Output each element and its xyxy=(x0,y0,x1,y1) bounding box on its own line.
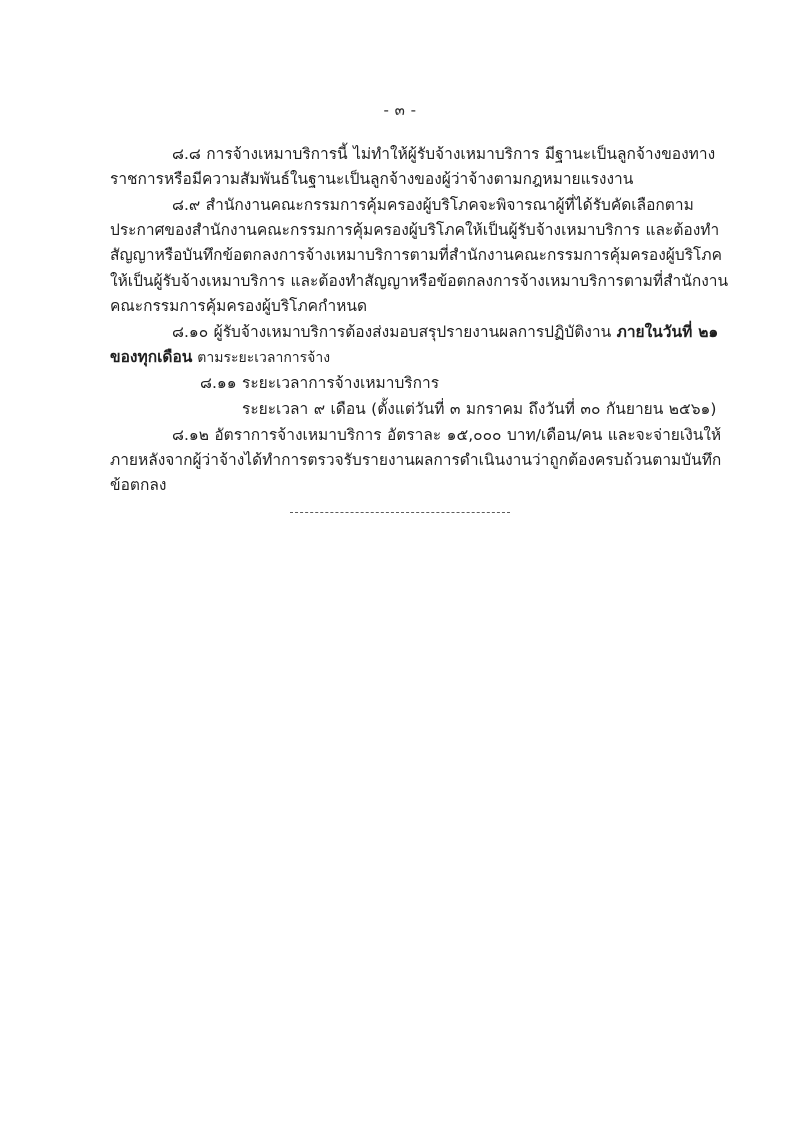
clause-8-10-part-3: ตามระยะเวลาการจ้าง xyxy=(192,349,331,366)
section-divider xyxy=(0,498,800,517)
clause-8-10-highlight: ภายในวันที่ ๒๑ ของทุกเดือน xyxy=(110,322,719,366)
clause-8-8: ๘.๘ การจ้างเหมาบริการนี้ ไม่ทำให้ผู้รับจ้างเหมาบริการ มีฐานะเป็นลูกจ้างของทางราชการหรือมีความสัมพันธ์ในฐานะเป็นลูกจ้างของผู้ว่าจ้างตามกฎหมายแรงงาน xyxy=(110,145,716,189)
clause-8-9: ๘.๙ สำนักงานคณะกรรมการคุ้มครองผู้บริโภคจะพิจารณาผู้ที่ได้รับคัดเลือกตามประกาศของสำนักงานคณะกรรมการคุ้มครองผู้บริโภคให้เป็นผู้รับจ้างเหมาบริการ และต้องทำสัญญาหรือบันทึกข้อตกลงการจ้างเหมาบริการตามที่สำนักงานคณะกรรมการคุ้มครองผู้บริโภคให้เป็นผู้รับจ้างเหมาบริการ และต้องทำสัญญาหรือข้อตกลงการจ้างเหมาบริการตามที่สำนักงานคณะกรรมการคุ้มครองผู้บริโภคกำหนด xyxy=(110,196,729,315)
page-number: - ๓ - xyxy=(383,101,417,119)
clause-8-10-part-1: ๘.๑๐ ผู้รับจ้างเหมาบริการต้องส่งมอบสรุปรายงานผลการปฏิบัติงาน xyxy=(172,322,617,341)
clause-8-10 xyxy=(110,320,730,370)
dashed-separator-icon xyxy=(290,512,510,513)
document-body xyxy=(110,142,730,500)
clause-8-11: ๘.๑๑ ระยะเวลาการจ้างเหมาบริการ xyxy=(200,373,440,392)
clause-8-11-detail: ระยะเวลา ๙ เดือน (ตั้งแต่วันที่ ๓ มกราคม ถึงวันที่ ๓๐ กันยายน ๒๕๖๑) xyxy=(242,400,717,419)
clause-8-12: ๘.๑๒ อัตราการจ้างเหมาบริการ อัตราละ ๑๕,๐๐๐ บาท/เดือน/คน และจะจ่ายเงินให้ภายหลังจากผู้ว่าจ้างได้ทำการตรวจรับรายงานผลการดำเนินงานว่าถูกต้องครบถ้วนตามบันทึกข้อตกลง xyxy=(110,426,722,495)
